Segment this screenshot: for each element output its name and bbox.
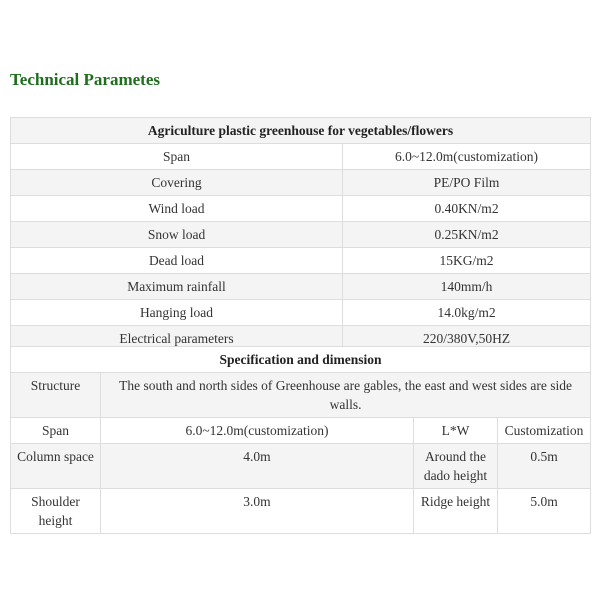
spec-value: Customization bbox=[498, 418, 591, 444]
spec-label: Shoulder height bbox=[11, 489, 101, 534]
spec-label: Span bbox=[11, 418, 101, 444]
table-row bbox=[11, 144, 591, 170]
table-row bbox=[11, 274, 591, 300]
param-value: 220/380V,50HZ bbox=[343, 326, 591, 352]
param-label: Snow load bbox=[11, 222, 343, 248]
table-header-row bbox=[11, 118, 591, 144]
spec-value: 0.5m bbox=[498, 444, 591, 489]
table-row bbox=[11, 489, 591, 534]
table-row bbox=[11, 300, 591, 326]
param-label: Maximum rainfall bbox=[11, 274, 343, 300]
param-label: Dead load bbox=[11, 248, 343, 274]
param-value: 14.0kg/m2 bbox=[343, 300, 591, 326]
spec-value: 3.0m bbox=[101, 489, 414, 534]
table-row bbox=[11, 373, 591, 418]
technical-parameters-table bbox=[10, 117, 591, 352]
param-value: 15KG/m2 bbox=[343, 248, 591, 274]
table-header-row bbox=[11, 347, 591, 373]
table-row bbox=[11, 444, 591, 489]
spec-label: L*W bbox=[414, 418, 498, 444]
param-value: 0.25KN/m2 bbox=[343, 222, 591, 248]
table-row bbox=[11, 170, 591, 196]
param-label: Covering bbox=[11, 170, 343, 196]
structure-value: The south and north sides of Greenhouse are gables, the east and west sides are side walls. bbox=[101, 373, 591, 418]
table-row bbox=[11, 222, 591, 248]
table-row bbox=[11, 196, 591, 222]
spec-label: Ridge height bbox=[414, 489, 498, 534]
param-label: Hanging load bbox=[11, 300, 343, 326]
spec-value: 6.0~12.0m(customization) bbox=[101, 418, 414, 444]
table-header: Agriculture plastic greenhouse for vegetables/flowers bbox=[11, 118, 591, 144]
table-row bbox=[11, 418, 591, 444]
spec-label: Around the dado height bbox=[414, 444, 498, 489]
table-row bbox=[11, 248, 591, 274]
page-title: Technical Parametes bbox=[10, 70, 160, 89]
param-value: 6.0~12.0m(customization) bbox=[343, 144, 591, 170]
param-value: PE/PO Film bbox=[343, 170, 591, 196]
spec-value: 5.0m bbox=[498, 489, 591, 534]
structure-label: Structure bbox=[11, 373, 101, 418]
specification-table bbox=[10, 346, 591, 534]
param-label: Electrical parameters bbox=[11, 326, 343, 352]
spec-label: Column space bbox=[11, 444, 101, 489]
param-label: Wind load bbox=[11, 196, 343, 222]
param-value: 140mm/h bbox=[343, 274, 591, 300]
spec-value: 4.0m bbox=[101, 444, 414, 489]
table-header: Specification and dimension bbox=[11, 347, 591, 373]
param-value: 0.40KN/m2 bbox=[343, 196, 591, 222]
param-label: Span bbox=[11, 144, 343, 170]
